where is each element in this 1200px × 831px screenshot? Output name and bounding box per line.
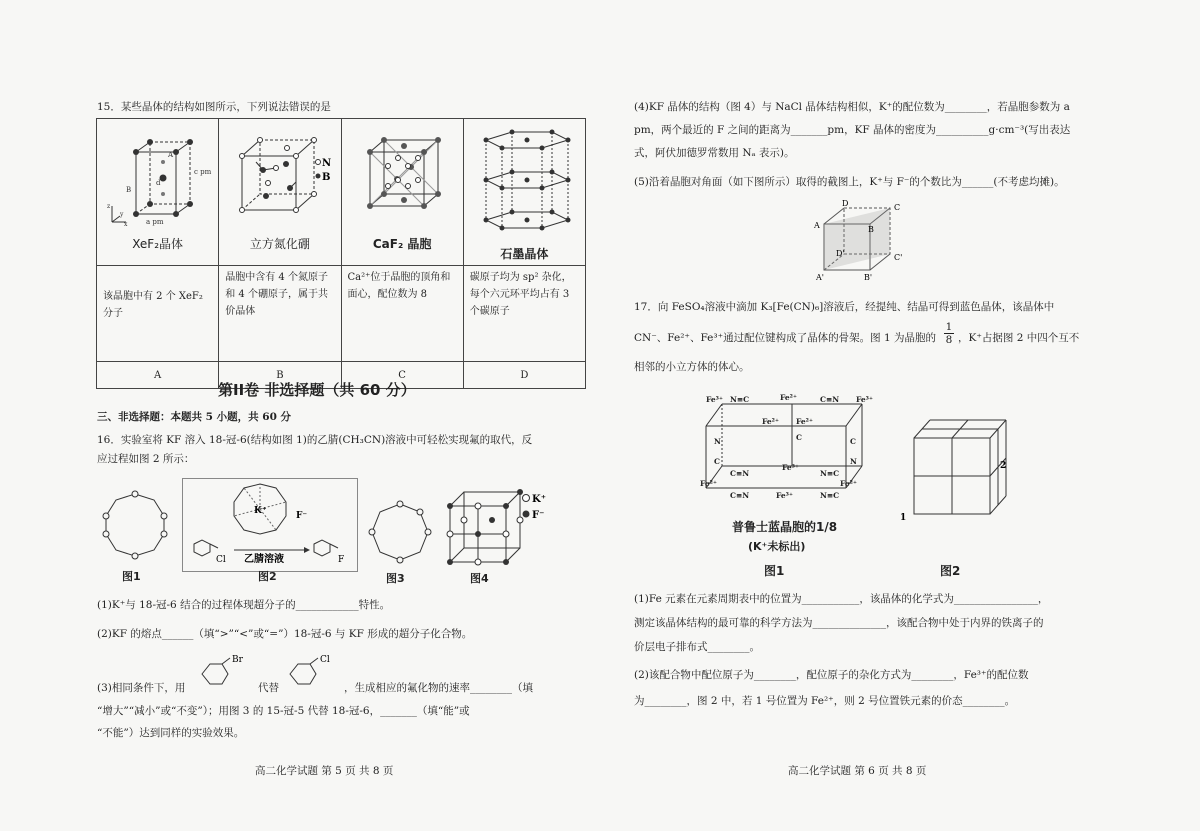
bond-cn-bottom-left: C≡N	[730, 491, 750, 500]
q17-line2b: ，K⁺占据图 2 中四个互不	[958, 332, 1080, 344]
fig2-f-ion: F⁻	[296, 511, 308, 521]
fig2-cl: Cl	[216, 555, 226, 565]
q16-part4-line3: 式，阿伏加德罗常数用 Nₐ 表示)。	[634, 147, 795, 159]
axis-y: y	[119, 211, 124, 218]
bond-cn-top-left: N≡C	[730, 395, 750, 404]
footer-right: 高二化学试题 第 6 页 共 8 页	[788, 765, 927, 777]
node-fe2-right: Fe²⁺	[796, 417, 813, 426]
bond-cn-top-right: C≡N	[820, 395, 840, 404]
atom-n-right: N	[850, 457, 857, 466]
q16-stem-line1: 16．实验室将 KF 溶入 18-冠-6(结构如图 1)的乙腈(CH₃CN)溶液中可轻松实现氟的取代，反	[97, 434, 533, 446]
section-note: 三、非选择题：本题共 5 小题，共 60 分	[97, 411, 292, 423]
bond-cn-mid-left: C≡N	[730, 469, 750, 478]
atom-c-left: C	[714, 457, 720, 466]
q17-part1-line3: 价层电子排布式________。	[634, 641, 760, 653]
option-a-letter: A	[97, 362, 219, 389]
q17-fig1-caption1: 普鲁士蓝晶胞的1/8	[732, 520, 838, 534]
bond-cn-bottom-right: N≡C	[820, 491, 840, 500]
label-a-pm: a pm	[145, 218, 164, 226]
q17-line3: 相邻的小立方体的体心。	[634, 361, 750, 373]
benzyl-br-label: Br	[232, 655, 243, 665]
option-d-text: 碳原子均为 sp² 杂化，每个六元环平均占有 3 个碳原子	[463, 266, 585, 362]
option-b-caption: 立方氮化硼	[249, 237, 310, 251]
fig4-legend-f: F⁻	[532, 510, 545, 521]
option-b-letter: B	[219, 362, 341, 389]
xef2-cell-diagram	[106, 122, 210, 232]
option-c-text: Ca²⁺位于晶胞的顶角和面心，配位数为 8	[341, 266, 463, 362]
benzyl-bromide-structure	[196, 654, 256, 694]
option-d-image	[463, 119, 585, 266]
fig2-label: 图2	[258, 570, 277, 583]
position-2: 2	[1000, 461, 1007, 471]
q16-part3-line3: “不能”）达到同样的实验效果。	[97, 727, 245, 739]
node-fe2-mid: Fe²⁺	[762, 417, 779, 426]
q16-part3-c: ，生成相应的氟化物的速率________（填	[344, 682, 533, 694]
section-title: 第II卷 非选择题（共 60 分）	[218, 381, 416, 399]
caf2-cell-diagram	[350, 122, 454, 232]
q16-part4-line2: pm，两个最近的 F 之间的距离为_______pm，KF 晶体的密度为__________g·cm⁻³(写出表达	[634, 124, 1071, 136]
q17-line1: 17．向 FeSO₄溶液中滴加 K₃[Fe(CN)₆]溶液后，经提纯、结晶可得到蓝色晶体，该晶体中	[634, 301, 1055, 313]
cube-d-prime: D'	[836, 249, 845, 258]
fraction-one-eighth	[944, 321, 954, 346]
prussian-blue-cell-diagram	[700, 390, 890, 510]
eight-cube-diagram	[896, 408, 1016, 528]
q17-fig2-label: 图2	[940, 564, 961, 578]
node-fe3-tl: Fe³⁺	[706, 395, 723, 404]
q17-part1-line1: (1)Fe 元素在元素周期表中的位置为___________，该晶体的化学式为________________，	[634, 593, 1049, 605]
atom-c-center: C	[796, 433, 802, 442]
q15-options-table	[96, 118, 586, 389]
cube-b: B	[868, 225, 874, 234]
fig1-label: 图1	[122, 570, 141, 583]
axis-x: x	[123, 221, 128, 228]
node-fe3-bottom: Fe³⁺	[776, 491, 793, 500]
benzyl-chloride-structure	[284, 654, 344, 694]
q17-part1-line2: 测定该晶体结构的最可靠的科学方法为______________，该配合物中处于内界的铁离子的	[634, 617, 1044, 629]
q17-fig1-caption2: (K⁺未标出)	[748, 540, 806, 553]
label-d: d	[155, 179, 161, 187]
atom-c-right: C	[850, 437, 856, 446]
label-b: B	[125, 186, 131, 194]
q16-part3-a: (3)相同条件下，用	[97, 682, 186, 694]
option-c-letter: C	[341, 362, 463, 389]
cube-c-prime: C'	[894, 253, 903, 262]
q16-part2: (2)KF 的熔点______（填“>”“<”或“=”）18-冠-6 与 KF 形成的超分子化合物。	[97, 628, 473, 640]
legend-b: B	[321, 172, 331, 183]
option-b-image	[219, 119, 341, 266]
q16-part1: (1)K⁺与 18-冠-6 结合的过程体现超分子的____________特性。	[97, 599, 391, 611]
cube-d: D	[842, 199, 849, 208]
position-1: 1	[900, 513, 907, 523]
q17-line2a: CN⁻、Fe²⁺、Fe³⁺通过配位键构成了晶体的骨架。图 1 为晶胞的	[634, 332, 936, 344]
q17-part2-line1: (2)该配合物中配位原子为________，配位原子的杂化方式为________，Fe³⁺的配位数	[634, 669, 1029, 681]
fig2-complex	[230, 480, 320, 540]
benzyl-cl-label: Cl	[320, 655, 330, 665]
cube-b-prime: B'	[864, 273, 873, 282]
fraction-numerator: 1	[945, 321, 953, 333]
cube-a-prime: A'	[816, 273, 824, 282]
atom-n-left: N	[714, 437, 721, 446]
graphite-diagram	[472, 122, 576, 242]
q17-fig1-label: 图1	[764, 564, 785, 578]
node-fe3-center: Fe³⁺	[782, 463, 799, 472]
node-fe3-tr: Fe³⁺	[856, 395, 873, 404]
q16-part3-line2: “增大”“减小”或“不变”）；用图 3 的 15-冠-5 代替 18-冠-6，_______（填“能”或	[97, 705, 470, 717]
fig2-reaction	[186, 536, 352, 568]
node-fe2-top: Fe²⁺	[780, 393, 797, 402]
diagonal-plane-cube	[810, 198, 910, 288]
cube-c: C	[894, 203, 901, 212]
boron-nitride-diagram	[228, 122, 332, 232]
q16-part3-b: 代替	[258, 682, 279, 694]
label-a: A	[167, 151, 173, 159]
bond-cn-mid-right: N≡C	[820, 469, 840, 478]
q16-part5: (5)沿着晶胞对角面（如下图所示）取得的截图上，K⁺与 F⁻的个数比为______(不考虑均摊)。	[634, 176, 1065, 188]
label-c-pm: c pm	[193, 168, 211, 176]
option-d-caption: 石墨晶体	[500, 247, 549, 261]
option-c-image	[341, 119, 463, 266]
footer-left: 高二化学试题 第 5 页 共 8 页	[255, 765, 394, 777]
fig1-crown-ether	[100, 490, 170, 560]
node-fe2-bl: Fe²⁺	[700, 479, 717, 488]
q16-stem-line2: 应过程如图 2 所示：	[97, 453, 195, 465]
fig4-legend-k: K⁺	[532, 494, 546, 505]
option-b-text: 晶胞中含有 4 个氮原子和 4 个硼原子，属于共价晶体	[219, 266, 341, 362]
legend-n: N	[321, 158, 332, 169]
option-d-letter: D	[463, 362, 585, 389]
fig2-reagent: 乙腈溶液	[244, 554, 284, 565]
fig3-label: 图3	[386, 572, 405, 585]
fig4-label: 图4	[470, 572, 489, 585]
fig2-k-ion: K⁺	[254, 506, 267, 516]
node-fe2-br: Fe²⁺	[840, 479, 857, 488]
q15-stem: 15．某些晶体的结构如图所示，下列说法错误的是	[97, 101, 331, 113]
option-c-caption: CaF₂ 晶胞	[372, 237, 432, 251]
axis-z: z	[106, 203, 110, 210]
option-a-caption: XeF₂晶体	[132, 237, 184, 251]
fig4-kf-cell	[446, 488, 556, 570]
option-a-image	[97, 119, 219, 266]
option-a-text: 该晶胞中有 2 个 XeF₂ 分子	[97, 266, 219, 362]
fig2-f: F	[338, 555, 345, 565]
fig3-crown-ether	[368, 500, 432, 564]
cube-a: A	[814, 221, 820, 230]
q16-part4-line1: (4)KF 晶体的结构（图 4）与 NaCl 晶体结构相似，K⁺的配位数为________，若晶胞参数为 a	[634, 101, 1070, 113]
fraction-denominator: 8	[945, 334, 953, 346]
q17-part2-line2: 为________，图 2 中，若 1 号位置为 Fe²⁺，则 2 号位置铁元素的价态________。	[634, 695, 1016, 707]
